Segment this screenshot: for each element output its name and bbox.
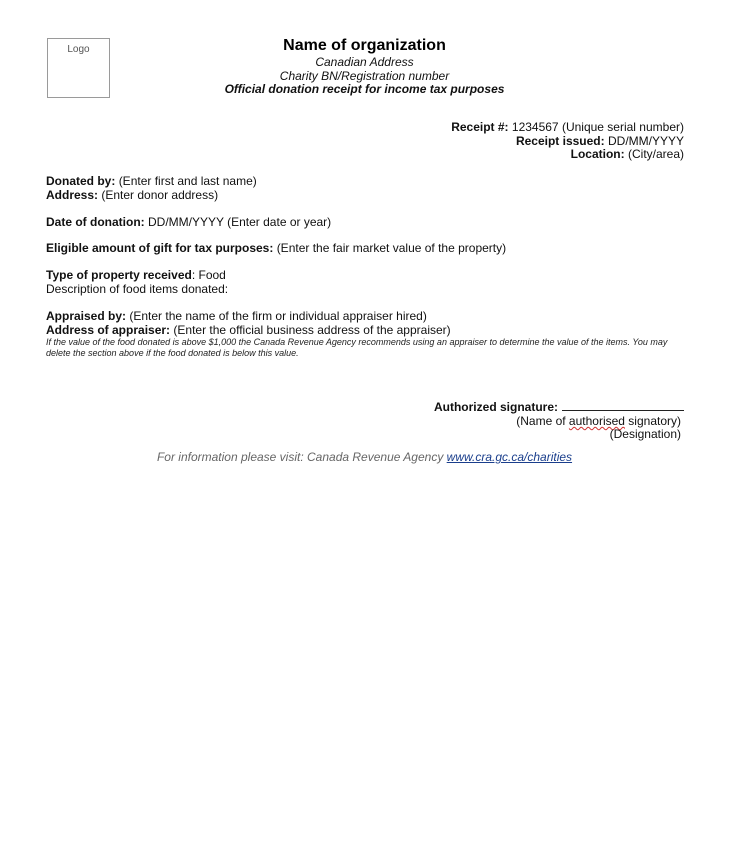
receipt-number	[451, 120, 684, 134]
appraised-by-label: Appraised by:	[46, 309, 127, 323]
property-type-value: : Food	[191, 268, 226, 282]
appraised-by-value: (Enter the name of the firm or individual appraiser hired)	[129, 309, 427, 323]
organization-address: Canadian Address	[315, 55, 414, 69]
eligible-amount-value: (Enter the fair market value of the property)	[276, 241, 507, 255]
receipt-issued	[516, 134, 684, 148]
receipt-issued-label: Receipt issued:	[515, 134, 605, 148]
receipt-number-label: Receipt #:	[451, 120, 509, 134]
food-description: Description of food items donated:	[46, 282, 229, 296]
signature-label: Authorized signature:	[433, 400, 558, 414]
eligible-amount-label: Eligible amount of gift for tax purposes:	[46, 241, 274, 255]
donated-by-value: (Enter first and last name)	[118, 174, 257, 188]
eligible-amount	[46, 241, 506, 255]
appraiser-address-label: Address of appraiser:	[46, 323, 171, 337]
receipt-location-label: Location:	[570, 147, 625, 161]
donor-address-label: Address:	[46, 188, 99, 202]
receipt-number-value: 1234567 (Unique serial number)	[511, 120, 684, 134]
charity-bn: Charity BN/Registration number	[279, 69, 450, 83]
property-type-label: Type of property received	[46, 268, 192, 282]
donor-address	[46, 188, 218, 202]
signatory-name-before: (Name of	[516, 414, 569, 428]
cra-link[interactable]: www.cra.gc.ca/charities	[446, 450, 573, 464]
footer-text: For information please visit: Canada Revenue Agency	[156, 450, 447, 464]
date-of-donation-label: Date of donation:	[46, 215, 145, 229]
logo-label: Logo	[67, 44, 90, 55]
signatory-name-after: signatory)	[624, 414, 681, 428]
signatory-designation: (Designation)	[609, 427, 681, 441]
receipt-issued-value: DD/MM/YYYY	[607, 134, 684, 148]
date-of-donation	[46, 215, 331, 229]
logo-placeholder	[47, 38, 110, 98]
receipt-location-value: (City/area)	[627, 147, 684, 161]
donated-by-label: Donated by:	[46, 174, 116, 188]
signatory-name	[516, 414, 681, 428]
donor-address-value: (Enter donor address)	[101, 188, 219, 202]
date-of-donation-value: DD/MM/YYYY (Enter date or year)	[148, 215, 332, 229]
receipt-location	[571, 147, 684, 161]
receipt-title: Official donation receipt for income tax purposes	[224, 82, 505, 96]
organization-name: Name of organization	[283, 37, 446, 54]
appraiser-note: If the value of the food donated is above $1,000 the Canada Revenue Agency recommends using an appraiser to determine the value of the items. You may delete the section above if the food donated is below this value.	[46, 337, 668, 358]
footer-info	[0, 450, 729, 464]
authorized-signature	[434, 400, 684, 414]
appraiser-address-value: (Enter the official business address of the appraiser)	[173, 323, 451, 337]
property-type	[46, 268, 226, 282]
donated-by	[46, 174, 257, 188]
signature-line	[562, 401, 684, 411]
spellcheck-word: authorised	[568, 414, 625, 428]
appraiser-address	[46, 323, 451, 337]
appraised-by	[46, 309, 427, 323]
